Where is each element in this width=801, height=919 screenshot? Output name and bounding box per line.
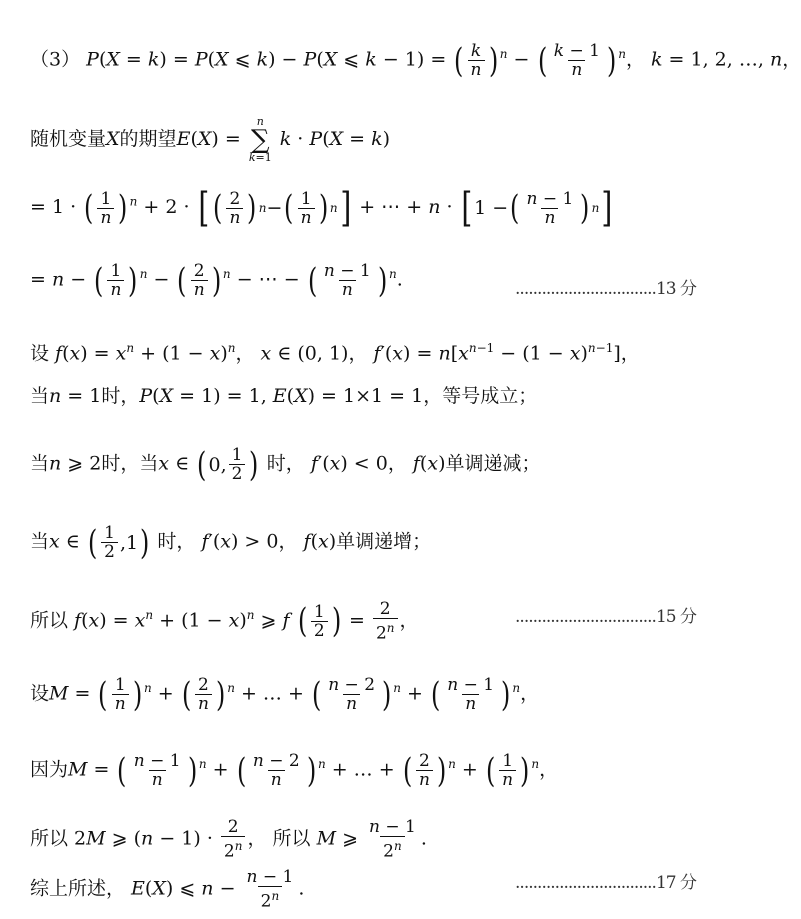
solution-line-13: 综上所述， E(X) ⩽ n − $\frac{n - 1}{2^n}$ .	[30, 867, 305, 912]
solution-line-6: 当n = 1时，P(X = 1) = 1, E(X) = 1×1 = 1，等号成立；	[30, 385, 538, 407]
score-17: ................................17 分	[515, 873, 696, 893]
solution-line-1: （3） P(X = k) = P(X ⩽ k) − P(X ⩽ k − 1) = ( $\frac{k}{n}$ ) $^n$ − ( $\frac{k - 1}{n}$ ) $^n$， k = 1, 2, …, n，	[30, 40, 801, 81]
summation-symbol: n ∑ k=1	[248, 115, 272, 164]
part-label: （3）	[30, 48, 81, 71]
score-13: ................................13 分	[515, 279, 696, 299]
solution-line-12: 所以 2M ⩾ (n − 1) · $\frac{2}{2^n}$ ， 所以 M ⩾ $\frac{n - 1}{2^n}$ .	[30, 817, 427, 862]
solution-line-2: 随机变量X的期望E(X) = n ∑ k=1 k · P(X = k)	[30, 115, 391, 164]
solution-line-7: 当n ⩾ 2时，当x ∈ ( 0, $\frac{1}{2}$ ) 时， f′(x) < 0， f(x)单调递减；	[30, 444, 541, 485]
solution-line-9: 所以 $f(x) = x^n + (1 - x)^n$ ⩾ f ( $\frac{1}{2}$ ) = $\frac{2}{2^n}$ ，	[30, 599, 419, 644]
solution-line-10: 设M = ( $\frac{1}{n}$ ) $^n$ + ( $\frac{2}{n}$ ) $^n$ + … + ( $\frac{n - 2}{n}$ ) $^n$ + ( $\frac{n - 1}{n}$ ) $^n$，	[30, 674, 540, 715]
solution-line-8: 当x ∈ ( $\frac{1}{2}$ ,1 ) 时， f′(x) > 0， f(x)单调递增；	[30, 522, 432, 563]
solution-line-4: = n − ( $\frac{1}{n}$ ) $^n$ − ( $\frac{2}{n}$ ) $^n$ − ⋯ − ( $\frac{n - 1}{n}$ ) $^n$.	[30, 260, 403, 301]
solution-line-11: 因为M = ( $\frac{n - 1}{n}$ ) $^n$ + ( $\frac{n - 2}{n}$ ) $^n$ + … + ( $\frac{2}{n}$ ) $^n$ + ( $\frac{1}{n}$ ) $^n$，	[30, 750, 559, 791]
solution-line-5: 设 $f(x) = x^n + (1 - x)^n$， x ∈ (0, 1)， $f'(x) = n[x^{n-1} - (1 - x)^{n-1}]$，	[30, 341, 640, 365]
score-15: ................................15 分	[515, 607, 696, 627]
solution-line-3: = 1 · ( $\frac{1}{n}$ ) $^n$ + 2 · [ ( $\frac{2}{n}$ ) n − ( $\frac{1}{n}$ ) n ] + ⋯ + n · [ 1 − ( $\frac{n - 1}{n}$ ) n ]	[30, 185, 613, 231]
